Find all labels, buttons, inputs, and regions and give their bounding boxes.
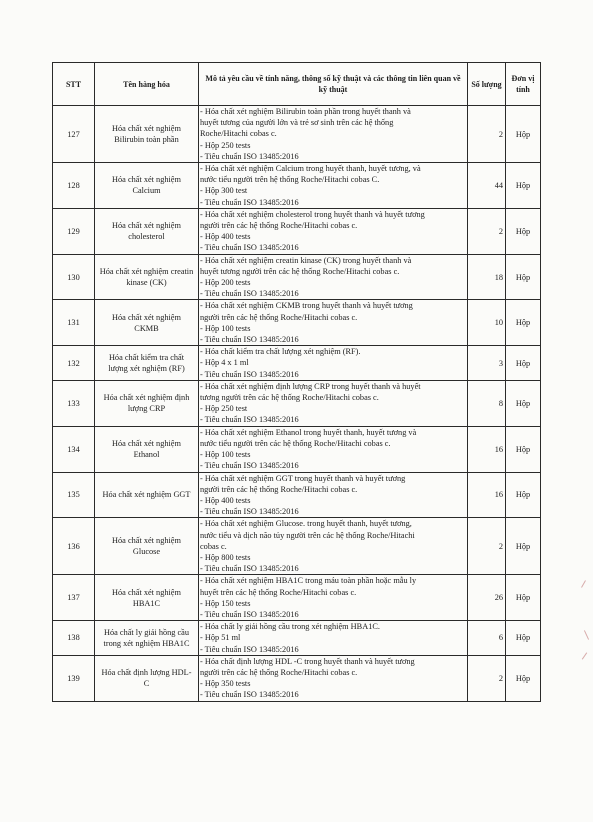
row-unit: Hộp	[506, 575, 541, 621]
row-unit: Hộp	[506, 208, 541, 254]
row-unit: Hộp	[506, 163, 541, 209]
row-product-name: Hóa chất xét nghiệm Ethanol	[95, 426, 199, 472]
table-body	[53, 106, 541, 702]
row-unit: Hộp	[506, 346, 541, 381]
row-unit: Hộp	[506, 254, 541, 300]
row-unit: Hộp	[506, 655, 541, 701]
row-quantity: 3	[468, 346, 506, 381]
row-description	[199, 518, 468, 575]
description-line: nước tiểu và dịch não tủy người trên các hệ thống Roche/Hitachi	[200, 530, 415, 540]
row-stt: 134	[53, 426, 95, 472]
margin-pen-mark	[582, 652, 587, 659]
row-unit: Hộp	[506, 426, 541, 472]
table-row	[53, 106, 541, 163]
row-product-name: Hóa chất xét nghiệm HBA1C	[95, 575, 199, 621]
row-product-name: Hóa chất kiểm tra chất lượng xét nghiệm (RF)	[95, 346, 199, 381]
row-unit: Hộp	[506, 300, 541, 346]
row-quantity: 44	[468, 163, 506, 209]
row-stt: 136	[53, 518, 95, 575]
header-description: Mô tả yêu cầu về tính năng, thông số kỹ thuật và các thông tin liên quan về kỹ thuật	[199, 63, 468, 106]
row-quantity: 8	[468, 380, 506, 426]
row-description	[199, 655, 468, 701]
description-line: - Hóa chất xét nghiệm định lượng CRP trong huyết thanh và huyết	[200, 381, 421, 391]
description-line: - Hộp 200 tests	[200, 278, 251, 288]
row-description	[199, 472, 468, 518]
description-line: - Hộp 350 tests	[200, 679, 251, 689]
row-product-name: Hóa chất xét nghiệm CKMB	[95, 300, 199, 346]
table-row	[53, 346, 541, 381]
row-quantity: 16	[468, 426, 506, 472]
row-description	[199, 163, 468, 209]
description-line: - Hộp 51 ml	[200, 633, 241, 643]
row-quantity: 2	[468, 106, 506, 163]
row-product-name: Hóa chất xét nghiệm cholesterol	[95, 208, 199, 254]
row-stt: 127	[53, 106, 95, 163]
table-row	[53, 380, 541, 426]
table-header-row	[53, 63, 541, 106]
row-product-name: Hóa chất xét nghiệm Glucose	[95, 518, 199, 575]
table-row	[53, 208, 541, 254]
description-line: - Hóa chất xét nghiệm creatin kinase (CK) trong huyết thanh và	[200, 255, 412, 265]
row-stt: 133	[53, 380, 95, 426]
row-product-name: Hóa chất định lượng HDL-C	[95, 655, 199, 701]
row-unit: Hộp	[506, 472, 541, 518]
description-line: - Hóa chất xét nghiệm Ethanol trong huyết thanh, huyết tương và	[200, 427, 417, 437]
header-quantity: Số lượng	[468, 63, 506, 106]
table-row	[53, 163, 541, 209]
row-description	[199, 106, 468, 163]
row-quantity: 6	[468, 621, 506, 656]
description-line: cobas c.	[200, 541, 227, 551]
description-line: - Hóa chất ly giải hồng cầu trong xét nghiệm HBA1C.	[200, 622, 380, 632]
description-line: - Tiêu chuẩn ISO 13485:2016	[200, 289, 299, 299]
description-line: - Tiêu chuẩn ISO 13485:2016	[200, 197, 299, 207]
description-line: - Hộp 150 tests	[200, 598, 251, 608]
row-description	[199, 254, 468, 300]
row-unit: Hộp	[506, 106, 541, 163]
row-description	[199, 346, 468, 381]
description-line: - Tiêu chuẩn ISO 13485:2016	[200, 690, 299, 700]
table-row	[53, 300, 541, 346]
table-row	[53, 426, 541, 472]
description-line: - Hóa chất xét nghiệm cholesterol trong huyết thanh và huyết tương	[200, 209, 425, 219]
description-line: - Hóa chất xét nghiệm GGT trong huyết thanh và huyết tương	[200, 473, 406, 483]
table-row	[53, 472, 541, 518]
description-line: - Tiêu chuẩn ISO 13485:2016	[200, 151, 299, 161]
description-line: - Hộp 100 tests	[200, 323, 251, 333]
description-line: - Hộp 4 x 1 ml	[200, 358, 249, 368]
row-stt: 130	[53, 254, 95, 300]
description-line: - Hóa chất định lượng HDL -C trong huyết thanh và huyết tương	[200, 656, 415, 666]
row-quantity: 16	[468, 472, 506, 518]
description-line: - Hộp 800 tests	[200, 552, 251, 562]
description-line: người trên các hệ thống Roche/Hitachi cobas c.	[200, 221, 358, 231]
row-stt: 132	[53, 346, 95, 381]
row-product-name: Hóa chất xét nghiệm GGT	[95, 472, 199, 518]
document-page	[52, 62, 540, 702]
description-line: người trên các hệ thống Roche/Hitachi cobas c.	[200, 312, 358, 322]
description-line: - Hộp 250 test	[200, 404, 248, 414]
description-line: - Tiêu chuẩn ISO 13485:2016	[200, 415, 299, 425]
description-line: - Tiêu chuẩn ISO 13485:2016	[200, 507, 299, 517]
description-line: huyết tương người trên các hệ thống Roche/Hitachi cobas c.	[200, 266, 400, 276]
row-quantity: 2	[468, 518, 506, 575]
description-line: nước tiểu người trên hệ thống Roche/Hitachi cobas C.	[200, 175, 380, 185]
description-line: - Hóa chất xét nghiệm Glucose. trong huyết thanh, huyết tương,	[200, 519, 412, 529]
description-line: người trên các hệ thống Roche/Hitachi cobas c.	[200, 484, 358, 494]
row-quantity: 2	[468, 655, 506, 701]
row-stt: 128	[53, 163, 95, 209]
row-unit: Hộp	[506, 380, 541, 426]
description-line: - Tiêu chuẩn ISO 13485:2016	[200, 564, 299, 574]
description-line: - Tiêu chuẩn ISO 13485:2016	[200, 461, 299, 471]
description-line: - Hộp 400 tests	[200, 495, 251, 505]
row-quantity: 18	[468, 254, 506, 300]
description-line: - Tiêu chuẩn ISO 13485:2016	[200, 335, 299, 345]
description-line: - Hóa chất xét nghiệm HBA1C trong máu toàn phần hoặc mẫu ly	[200, 576, 417, 586]
row-description	[199, 426, 468, 472]
description-line: huyết trên các hệ thống Roche/Hitachi cobas c.	[200, 587, 357, 597]
description-line: Roche/Hitachi cobas c.	[200, 129, 277, 139]
table-row	[53, 655, 541, 701]
table-row	[53, 518, 541, 575]
row-quantity: 26	[468, 575, 506, 621]
header-unit: Đơn vị tính	[506, 63, 541, 106]
row-stt: 135	[53, 472, 95, 518]
row-unit: Hộp	[506, 518, 541, 575]
description-line: - Hóa chất xét nghiệm Calcium trong huyết thanh, huyết tương, và	[200, 164, 421, 174]
description-line: - Tiêu chuẩn ISO 13485:2016	[200, 369, 299, 379]
description-line: huyết tương của người lớn và trẻ sơ sinh trên các hệ thống	[200, 118, 394, 128]
row-product-name: Hóa chất xét nghiệm Calcium	[95, 163, 199, 209]
row-product-name: Hóa chất xét nghiệm định lượng CRP	[95, 380, 199, 426]
description-line: người trên các hệ thống Roche/Hitachi cobas c.	[200, 667, 358, 677]
row-product-name: Hóa chất ly giải hồng cầu trong xét nghiệm HBA1C	[95, 621, 199, 656]
row-stt: 139	[53, 655, 95, 701]
header-product-name: Tên hàng hóa	[95, 63, 199, 106]
table-row	[53, 621, 541, 656]
row-stt: 138	[53, 621, 95, 656]
row-description	[199, 575, 468, 621]
table-row	[53, 254, 541, 300]
row-quantity: 10	[468, 300, 506, 346]
description-line: - Tiêu chuẩn ISO 13485:2016	[200, 609, 299, 619]
row-product-name: Hóa chất xét nghiệm Bilirubin toàn phần	[95, 106, 199, 163]
description-line: - Hộp 100 tests	[200, 450, 251, 460]
description-line: nước tiểu người trên các hệ thống Roche/Hitachi cobas c.	[200, 438, 391, 448]
row-product-name: Hóa chất xét nghiệm creatin kinase (CK)	[95, 254, 199, 300]
description-line: tương người trên các hệ thống Roche/Hitachi cobas c.	[200, 393, 379, 403]
row-stt: 137	[53, 575, 95, 621]
description-line: - Hộp 400 tests	[200, 232, 251, 242]
row-stt: 131	[53, 300, 95, 346]
row-description	[199, 380, 468, 426]
description-line: - Hộp 300 test	[200, 186, 248, 196]
product-spec-table	[52, 62, 541, 702]
description-line: - Hộp 250 tests	[200, 140, 251, 150]
margin-pen-mark	[584, 630, 589, 639]
description-line: - Tiêu chuẩn ISO 13485:2016	[200, 644, 299, 654]
row-description	[199, 208, 468, 254]
row-quantity: 2	[468, 208, 506, 254]
description-line: - Hóa chất xét nghiệm Bilirubin toàn phần trong huyết thanh và	[200, 107, 411, 116]
margin-pen-mark	[581, 580, 586, 587]
description-line: - Tiêu chuẩn ISO 13485:2016	[200, 243, 299, 253]
row-description	[199, 621, 468, 656]
header-stt: STT	[53, 63, 95, 106]
table-row	[53, 575, 541, 621]
row-description	[199, 300, 468, 346]
row-unit: Hộp	[506, 621, 541, 656]
description-line: - Hóa chất xét nghiệm CKMB trong huyết thanh và huyết tương	[200, 301, 413, 311]
row-stt: 129	[53, 208, 95, 254]
description-line: - Hóa chất kiểm tra chất lượng xét nghiệm (RF).	[200, 347, 361, 357]
